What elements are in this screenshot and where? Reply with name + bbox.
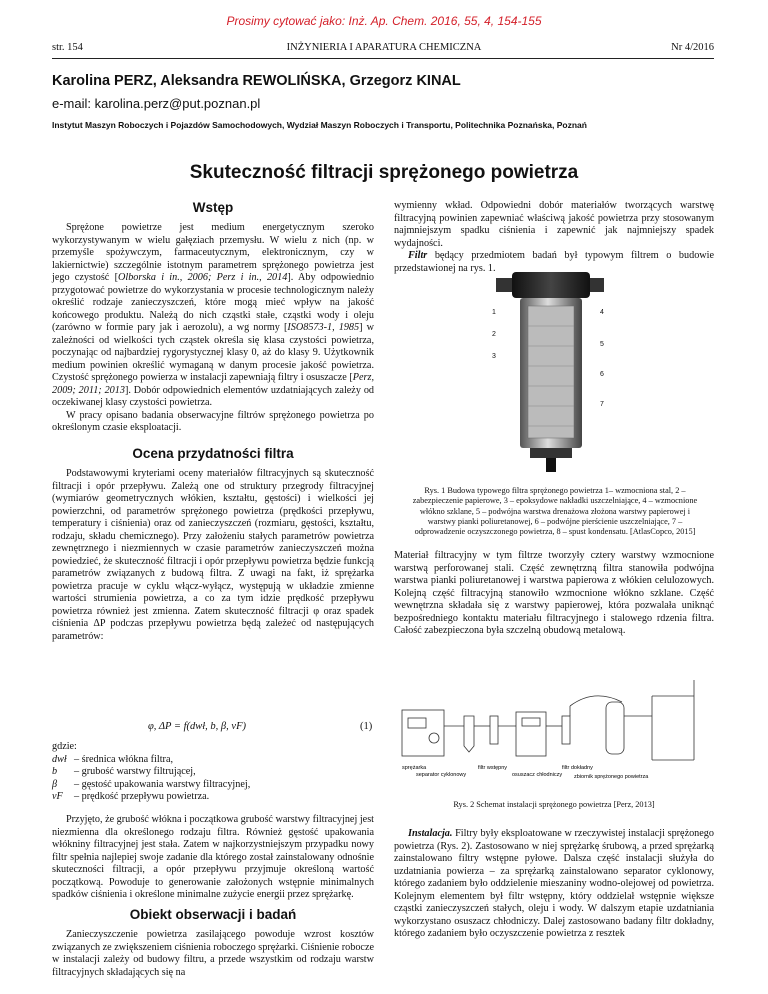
svg-text:1: 1 (492, 309, 496, 316)
svg-text:3: 3 (492, 353, 496, 360)
filter-inlet (496, 278, 512, 292)
variable-row: vF – prędkość przepływu powietrza. (52, 791, 210, 802)
cyclone-separator (464, 716, 474, 752)
filter-outlet (590, 278, 604, 292)
right-paragraph-3: Materiał filtracyjny w tym filtrze tworzyły cztery warstwy wzmocnione warstwą perforowanej stali. Część zewnętrzną filtra stanowiła podwójna warstwa pianki poliuretanowej i warstwa papierowa z włókien celulozowych. Kolejną część filtracyjną stanowiło wzmocnione włókno szklane. Część wewnętrzna składała się z warstwy papierowej, która pozwalała uniknąć bezpośredniego kontaktu materiału filtracyjnego i stalowego rdzenia filtra. Całość zabezpieczona była szczelną obudową metalową. (394, 550, 714, 636)
intro-body (52, 222, 374, 435)
receiver-tank (606, 702, 624, 754)
section-heading-object: Obiekt obserwacji i badań (129, 907, 297, 922)
section-heading-criteria: Ocena przydatności filtra (132, 446, 294, 461)
figure-2-caption: Rys. 2 Schemat instalacji sprężonego powietrza [Perz, 2013] (453, 800, 655, 809)
right-paragraph-1: wymienny wkład. Odpowiedni dobór materiałów tworzących warstwę filtracyjną powinien zapewniać właściwą jakość powietrza przy stosowanym najmniejszym spadku ciśnienia i zapewnić jak najmniejszy spadek wydajności. (394, 200, 714, 249)
refrigeration-dryer (516, 712, 546, 756)
criteria-paragraph-1: Podstawowymi kryteriami oceny materiałów filtracyjnych są skuteczność filtracji i opór przepływu. Zależą one od struktury przegrody filtracyjnej (wymiarów geometrycznych włókien, kształtu, gęstości) i wielkości jej powierzchni, od parametrów sprężonego powietrza (prędkości przepływu, temperatury i ciśnienia) oraz od zanieczyszczeń (rozmiaru, gęstości, kształtu, rodzaju, składu chemicznego). Przy założeniu stałych parametrów powietrza zewnętrznego i niezmiennych w czasie parametrów zanieczyszczeń można powiedzieć, że skuteczność filtracji i opór przepływu powietrza będzie funkcją parametrów związanych z budową filtra. Z uwagi na fakt, iż sprężarka powietrza pracuje w cyklu włącz-wyłącz, występują w układzie zmienne wartości strumienia powietrza, a co za tym idzie prędkość przepływu powietrza również jest zmienna. Zatem skuteczność filtracji φ oraz spadek ciśnienia ΔP podczas przepływu powietrza będą zależeć od następujących parametrów: (52, 468, 374, 642)
equation-1: φ, ΔP = f(dwł, b, β, vF) (148, 721, 246, 732)
object-paragraph-1: Zanieczyszczenie powietrza zasilającego powoduje wzrost kosztów związanych ze zwiększeniem ciśnienia roboczego sprężarki. Ciśnienie robocze w instalacji zależy od budowy filtru, a przede wszystkim od rodzaju warstw filtracyjnych składających się na (52, 929, 374, 978)
criteria-body (52, 468, 374, 643)
right-paragraph-2: Filtr będący przedmiotem badań był typowym filtrem o budowie przedstawionej na rys. 1. (394, 250, 714, 274)
svg-text:7: 7 (600, 401, 604, 408)
filter-bowl-base (530, 448, 572, 458)
variable-row: b – grubość warstwy filtrującej, (52, 766, 196, 777)
where-label: gdzie: (52, 741, 77, 752)
label-separator: separator cyklonowy (416, 772, 467, 778)
right-paragraph-3-wrap (394, 550, 714, 638)
label-tank: zbiornik sprężonego powietrza (574, 774, 649, 780)
svg-text:2: 2 (492, 331, 496, 338)
installation-body (394, 828, 714, 941)
svg-text:4: 4 (600, 309, 604, 316)
page-number: str. 154 (52, 42, 83, 53)
svg-text:8: 8 (550, 466, 554, 473)
intro-paragraph-2: W pracy opisano badania obserwacyjne filtrów sprężonego powietrza po określonym czasie eksploatacji. (52, 409, 374, 433)
label-prefilter: filtr wstępny (478, 765, 508, 771)
citation-note: Prosimy cytować jako: Inż. Ap. Chem. 2016, 55, 4, 154-155 (226, 14, 542, 28)
journal-name: INŻYNIERIA I APARATURA CHEMICZNA (286, 42, 482, 53)
label-fine-filter: filtr dokładny (562, 765, 593, 771)
fine-filter (562, 716, 570, 744)
pipe-arc (570, 696, 622, 706)
compressor-box (402, 710, 444, 756)
installation-paragraph: Instalacja. Filtry były eksploatowane w rzeczywistej instalacji sprężonego powietrza (Rys. 2). Zastosowano w niej sprężarkę śrubową, a przed sprężarką zainstalowano filtry wstępne pyłowe. Dalsza część instalacji służyła do uzdatniania powierza – za sprężarką zainstalowano separator cyklonowy, którego zadaniem było oddzielenie mieszaniny wodno-olejowej od powietrza. Kolejnym elementem był filtr wstępny, który oddzielał wstępnie większe cząstki zanieczyszczeń stałych, oleju i wody. W dalszym etapie uzdatniania wykorzystano osuszacz chłodniczy. Dalej zastosowano badany filtr dokładny, którego zadaniem było oczyszczenie powietrza z resztek (394, 828, 714, 939)
issue-number: Nr 4/2016 (671, 42, 714, 53)
filter-head (512, 272, 590, 298)
variable-row: dwł – średnica włókna filtra, (52, 753, 174, 765)
email: e-mail: karolina.perz@put.poznan.pl (52, 96, 261, 111)
figure-1-caption: Rys. 1 Budowa typowego filtra sprężonego powietrza 1– wzmocniona stal, 2 – zabezpieczenie papierowe, 3 – epoksydowe nakładki uszczelniające, 4 – wzmocnione włókno szklane, 5 – podwójna warstwa drenażowa złożona warstwy papierowej i warstwy pianki poliuretanowej, 6 – podwójne pierścienie uszczelniające, 7 – odprowadzenie oczyszczonego powietrza, 8 – spust kondensatu. [AtlasCopco, 2015] (412, 486, 698, 537)
svg-text:6: 6 (600, 371, 604, 378)
label-compressor: sprężarka (402, 765, 427, 771)
variable-row: β – gęstość upakowania warstwy filtracyjnej, (52, 778, 251, 790)
header-rule (52, 58, 714, 59)
svg-text:5: 5 (600, 341, 604, 348)
right-column-top (394, 200, 714, 275)
equation-number: (1) (360, 721, 373, 732)
prefilter (490, 716, 498, 744)
section-heading-intro: Wstęp (192, 200, 234, 215)
paper-title: Skuteczność filtracji sprężonego powietrza (189, 162, 579, 183)
installation-diagram (394, 676, 714, 788)
criteria-paragraph-2: Przyjęto, że grubość włókna i początkowa grubość warstwy filtracyjnej jest niezmienna dla określonego rodzaju filtra. Również gęstość upakowania włókniny filtracyjnej jest stała. Zatem w najkorzystniejszym przypadku nowy filtr spełnia najlepiej swoje zadanie dla którego został zainstalowany odnośnie skuteczności filtracji, a opór przepływu przyjmuje określoną wartość początkową. Powoduje to generowanie założonych wstępnie minimalnych spadków ciśnienia i określone minimalne zużycie energii przez sprężarkę. (52, 814, 374, 900)
criteria-body-2 (52, 814, 374, 902)
authors: Karolina PERZ, Aleksandra REWOLIŃSKA, Grzegorz KINAL (52, 73, 461, 89)
label-dryer: osuszacz chłodniczy (512, 772, 563, 778)
variable-list (52, 741, 374, 804)
institution: Instytut Maszyn Roboczych i Pojazdów Samochodowych, Wydział Maszyn Roboczych i Transportu, Politechnika Poznańska, Poznań (52, 120, 587, 130)
intro-paragraph-1: Sprężone powietrze jest medium energetycznym szeroko wykorzystywanym w wielu gałęziach przemysłu. W wielu z nich (np. w przemyśle spożywczym, farmaceutycznym, elektronicznym, czy w lakiernictwie) szczególnie istotnym parametrem sprężonego powietrza jest jego czystość [Olborska i in., 2006; Perz i in., 2014]. Aby odpowiednio przygotować powietrze do wykorzystania w procesie technologicznym należy określić rodzaje zanieczyszczeń, które mogą mieć wpływ na jakość końcowego produktu. Należą do nich cząstki stałe, cząstki wody i oleju (zarówno w formie pary jak i aerozolu), a wg normy [ISO8573-1, 1985] w zależności od wielkości tych cząstek określa się klasa czystości powietrza, poczynając od najbardziej rygorystycznej klasy 0, aż do klasy 9. Użytkownik medium powinien określić wymaganą w danym procesie jakość powietrza. Czystość sprężonego powierza w instalacji zapewniają filtry i osuszacze [Perz, 2009; 2011; 2013]. Dobór odpowiednich elementów uzdatniających zależy od oczekiwanej klasy czystości powietrza. (52, 222, 375, 408)
object-body (52, 929, 374, 979)
filter-illustration (490, 266, 610, 476)
